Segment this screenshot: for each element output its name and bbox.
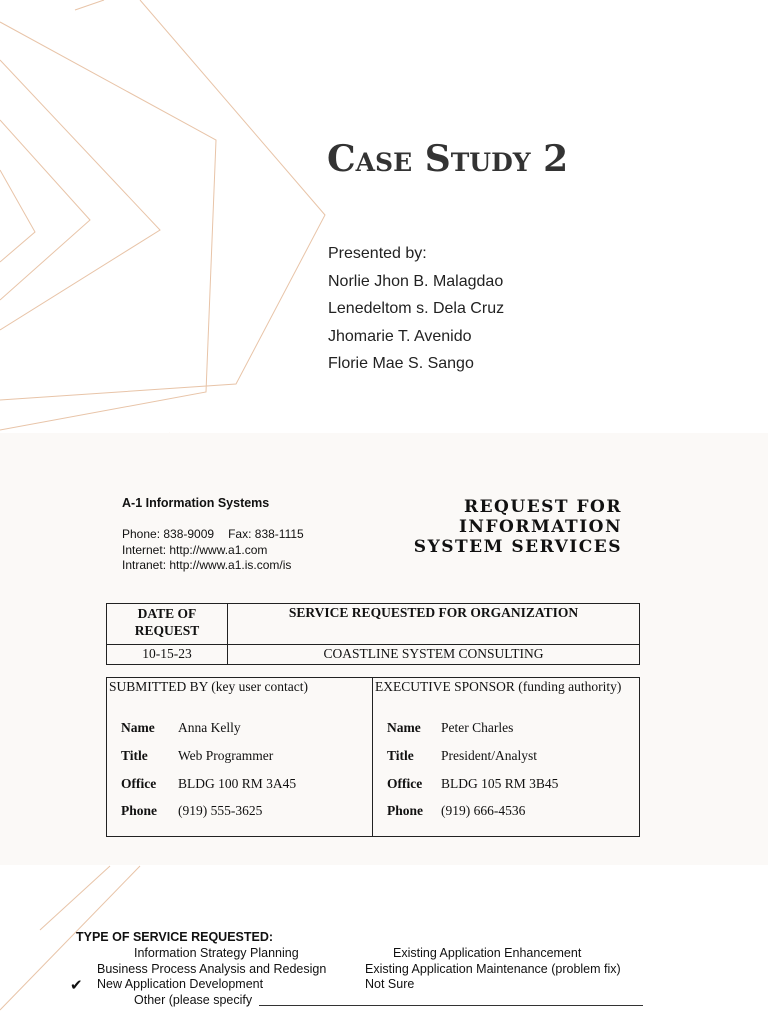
submitted-by-heading: SUBMITTED BY (key user contact) — [109, 679, 308, 694]
presenter-name: Jhomarie T. Avenido — [328, 327, 472, 345]
contacts-table — [106, 677, 640, 837]
submitted-office: BLDG 100 RM 3A45 — [178, 776, 297, 791]
executive-sponsor-heading: EXECUTIVE SPONSOR (funding authority) — [375, 679, 622, 694]
service-option[interactable]: Business Process Analysis and Redesign — [97, 962, 327, 976]
form-title: REQUEST FOR INFORMATION SYSTEM SERVICES — [413, 497, 622, 557]
date-header: DATE OF REQUEST — [134, 606, 200, 638]
presenter-name: Florie Mae S. Sango — [328, 355, 474, 372]
internet-url: Internet: http://www.a1.com — [122, 542, 268, 557]
sponsor-office: BLDG 105 RM 3B45 — [441, 776, 559, 791]
sponsor-title: President/Analyst — [441, 748, 537, 763]
presenters-block — [328, 240, 504, 378]
service-option[interactable]: Information Strategy Planning — [134, 946, 299, 960]
service-option[interactable]: Not Sure — [365, 977, 415, 991]
phone-number: Phone: 838-9009 — [122, 527, 215, 541]
intranet-url: Intranet: http://www.a1.is.com/is — [122, 558, 292, 572]
presenter-name: Norlie Jhon B. Malagdao — [328, 272, 504, 290]
service-header: SERVICE REQUESTED FOR ORGANIZATION — [288, 605, 579, 620]
sponsor-office-label: Office — [387, 776, 423, 791]
service-option[interactable]: Existing Application Enhancement — [393, 946, 582, 960]
case-study-title: Case Study 2 — [327, 138, 569, 180]
service-option-selected[interactable]: New Application Development — [97, 977, 264, 991]
fax-number: Fax: 838-1115 — [228, 527, 304, 541]
other-specify-line[interactable] — [259, 1005, 643, 1006]
presented-by-label: Presented by: — [328, 245, 427, 262]
sponsor-name: Peter Charles — [441, 720, 514, 735]
submitted-title: Web Programmer — [178, 748, 274, 763]
check-mark-icon: ✔ — [70, 977, 83, 994]
submitted-phone-label: Phone — [121, 803, 158, 818]
company-contact — [122, 527, 304, 574]
company-name: A-1 Information Systems — [122, 496, 270, 510]
sponsor-title-label: Title — [387, 748, 414, 763]
request-table — [106, 603, 640, 665]
request-date: 10-15-23 — [142, 646, 192, 661]
sponsor-name-label: Name — [387, 720, 421, 735]
submitted-phone: (919) 555-3625 — [178, 803, 263, 818]
service-option[interactable]: Existing Application Maintenance (problem fix) — [365, 962, 621, 976]
submitted-title-label: Title — [121, 748, 148, 763]
service-type-heading: TYPE OF SERVICE REQUESTED: — [76, 930, 274, 944]
submitted-office-label: Office — [121, 776, 157, 791]
sponsor-phone: (919) 666-4536 — [441, 803, 526, 818]
organization-name: COASTLINE SYSTEM CONSULTING — [323, 646, 544, 661]
sponsor-phone-label: Phone — [387, 803, 424, 818]
submitted-name: Anna Kelly — [178, 720, 241, 735]
submitted-name-label: Name — [121, 720, 155, 735]
service-option-other[interactable]: Other (please specify — [134, 993, 253, 1007]
presenter-name: Lenedeltom s. Dela Cruz — [328, 300, 505, 317]
